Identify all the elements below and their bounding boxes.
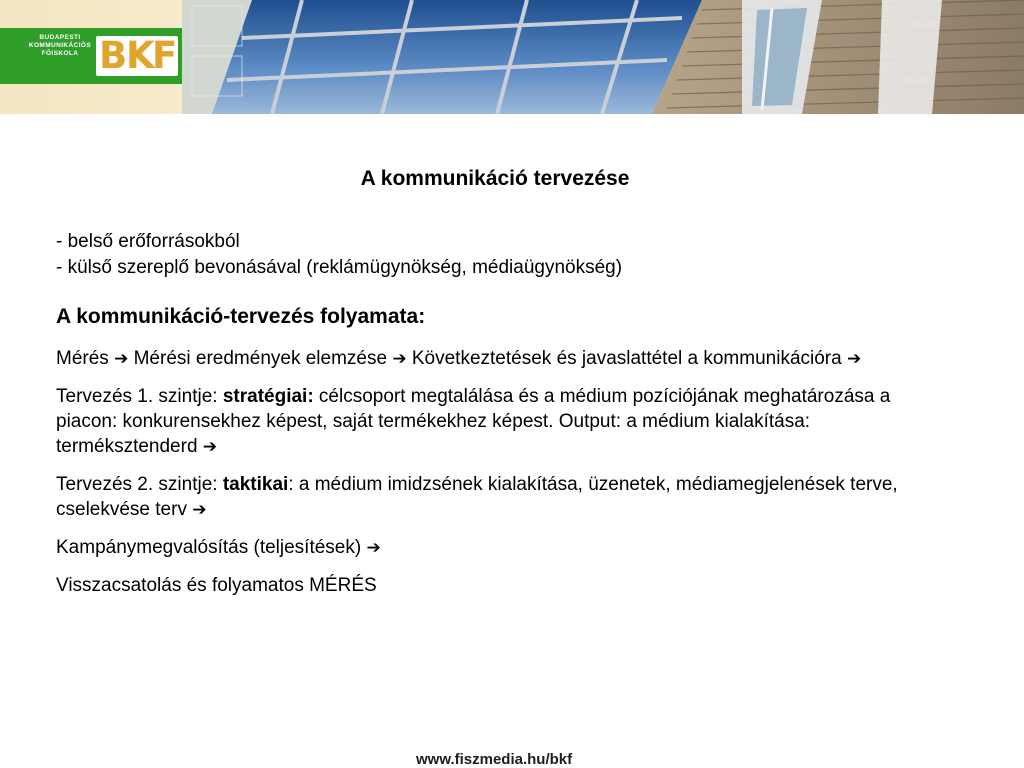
arrow-icon: ➔: [114, 349, 129, 369]
level-2-keyword: taktikai: [222, 474, 289, 495]
step-measure: Mérés: [56, 348, 109, 369]
arrow-icon: ➔: [202, 437, 218, 457]
level-1-prefix: Tervezés 1. szintje:: [56, 386, 223, 407]
arrow-icon: ➔: [392, 349, 407, 369]
step-conclusions: Következtetések és javaslattétel a kommunikációra: [411, 348, 842, 369]
step-analysis: Mérési eredmények elemzése: [133, 348, 388, 369]
level-2-prefix: Tervezés 2. szintje:: [56, 474, 223, 495]
bullet-item: - külső szereplő bevonásával (reklámügynökség, médiaügynökség): [56, 257, 623, 278]
planning-level-2: [56, 472, 956, 523]
slide-title: A kommunikáció tervezése: [360, 167, 630, 190]
arrow-icon: ➔: [366, 538, 381, 558]
process-steps: [56, 346, 956, 372]
header-banner: [0, 0, 1024, 114]
logo-school-name: BUDAPESTI KOMMUNIKÁCIÓS FŐISKOLA: [28, 34, 92, 57]
logo-letter-k: K: [126, 34, 155, 77]
building-photo: [182, 0, 1024, 114]
logo-letter-b: B: [99, 34, 128, 77]
process-text: [56, 346, 956, 610]
feedback-step: Visszacsatolás és folyamatos MÉRÉS: [56, 575, 377, 596]
level-1-text: célcsoport megtalálása és a médium pozíciójának meghatározása a piacon: konkurensekhez képest, saját termékekhez képest. Output: a médium kialakítása: terméksztenderd: [56, 386, 891, 457]
level-1-keyword: stratégiai:: [222, 386, 314, 407]
logo-letter-f: F: [152, 34, 178, 77]
arrow-icon: ➔: [192, 500, 207, 520]
process-heading: A kommunikáció-tervezés folyamata:: [56, 305, 426, 328]
campaign-step: [56, 535, 956, 561]
planning-level-1: [56, 384, 956, 460]
bullet-list: [56, 229, 622, 281]
level-2-text: : a médium imidzsének kialakítása, üzenetek, médiamegjelenések terve, cselekvése terv: [56, 474, 898, 520]
campaign-text: Kampánymegvalósítás (teljesítések): [56, 537, 362, 558]
bullet-item: - belső erőforrásokból: [56, 231, 240, 252]
footer-url: www.fiszmedia.hu/bkf: [416, 751, 573, 768]
arrow-icon: ➔: [846, 349, 862, 369]
logo-panel: [0, 0, 182, 114]
bkf-logo: [96, 36, 178, 76]
